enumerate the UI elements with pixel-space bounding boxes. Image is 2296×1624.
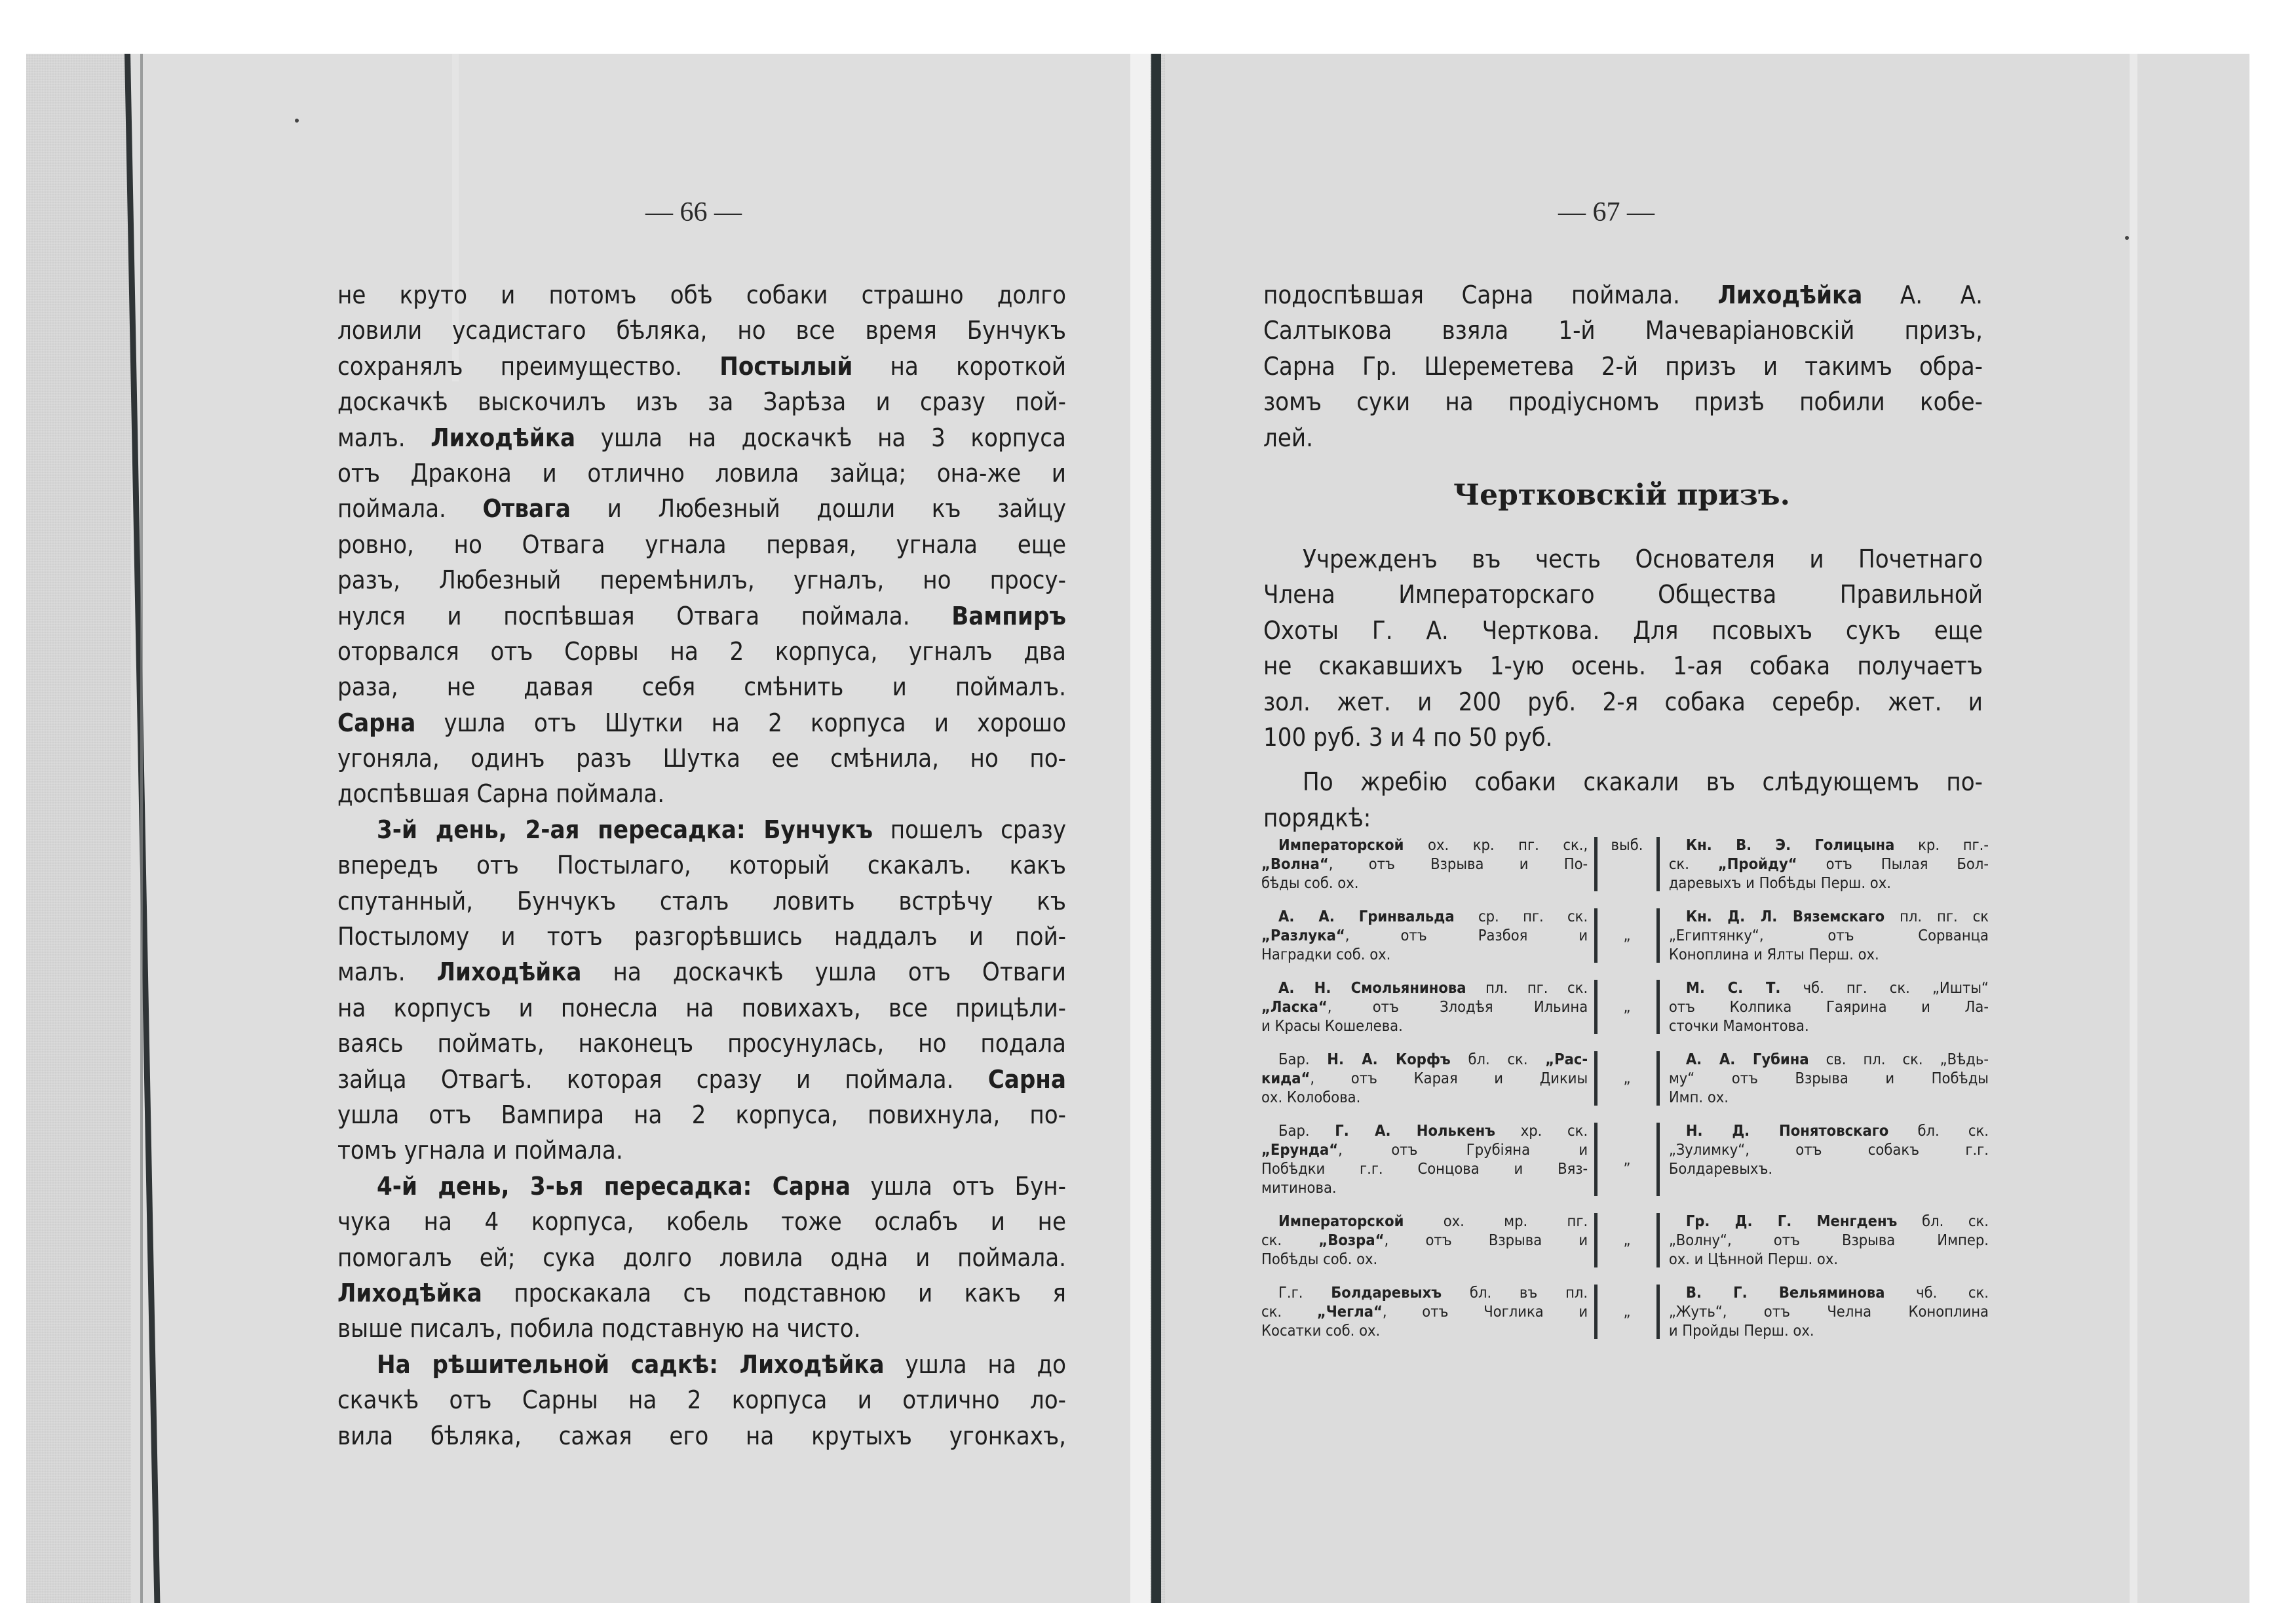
- left-entry: [1261, 1121, 1594, 1197]
- cell-line: и Красы Кошелева.: [1261, 1016, 1403, 1035]
- text-line: ловили усадистаго бѣляка, но все время Бунчукъ: [337, 316, 1066, 345]
- text-line: сохранялъ преимущество. Постылый на короткой: [337, 351, 1066, 381]
- cell-line: бѣды соб. ох.: [1261, 874, 1359, 892]
- column-divider: [1594, 908, 1598, 963]
- text-line: На рѣшительной садкѣ: Лиходѣйка ушла на до: [377, 1349, 1066, 1379]
- text-line: поймала. Отвага и Любезный дошли къ зайцу: [337, 494, 1067, 524]
- bold-name: Лиходѣйка: [430, 423, 576, 452]
- result-mark: выб.: [1611, 836, 1643, 854]
- cell-line: сточки Мамонтова.: [1668, 1016, 1809, 1035]
- text-line: доспѣвшая Сарна поймала.: [337, 779, 665, 809]
- left-entry: [1261, 1283, 1594, 1340]
- cell-line: „Волну“, отъ Взрыва Импер.: [1668, 1231, 1989, 1249]
- text-line: не круто и потомъ обѣ собаки страшно долго: [337, 280, 1066, 309]
- column-divider: [1656, 1213, 1660, 1267]
- cell-line: даревыхъ и Побѣды Перш. ох.: [1668, 874, 1891, 892]
- result-mark: „: [1623, 1302, 1631, 1321]
- cell-line: „Египтянку“, отъ Сорванца: [1668, 926, 1989, 944]
- cell-line: ск. „Пройду“ отъ Пылая Бол-: [1668, 855, 1989, 873]
- text-line: ваясь поймать, наконецъ просунулась, но подала: [337, 1029, 1066, 1058]
- text-line: малъ. Лиходѣйка ушла на доскачкѣ на 3 корпуса: [337, 423, 1066, 452]
- cell-line: му“ отъ Взрыва и Побѣды: [1668, 1069, 1989, 1087]
- bold-name: кида“: [1261, 1069, 1311, 1087]
- right-entry: [1660, 907, 1989, 964]
- cell-line: Бар. Н. А. Корфъ бл. ск. „Рас-: [1278, 1050, 1588, 1068]
- paper-fold-shadow: [2130, 54, 2137, 1603]
- text-line: отъ Дракона и отлично ловила зайца; она-же и: [337, 458, 1066, 488]
- text-line: ровно, но Отвага угнала первая, угнала еще: [337, 530, 1066, 559]
- bold-name: „Чегла“: [1316, 1302, 1383, 1321]
- table-row: [1261, 1121, 1989, 1197]
- bold-name: „Ерунда“: [1261, 1140, 1339, 1159]
- bold-name: А. А. Губина: [1685, 1050, 1809, 1068]
- bold-name: Гр. Д. Г. Менгденъ: [1685, 1212, 1898, 1230]
- bold-name: „Возра“: [1318, 1231, 1385, 1249]
- text-line: лей.: [1263, 423, 1313, 452]
- bold-name: Н. А. Корфъ: [1327, 1050, 1451, 1068]
- cell-line: Г.г. Болдаревыхъ бл. въ пл.: [1278, 1283, 1588, 1302]
- bold-name: А. А. Гринвальда: [1278, 907, 1455, 925]
- cell-line: кида“, отъ Карая и Дикиы: [1261, 1069, 1588, 1087]
- cell-line: „Ласка“, отъ Злодѣя Ильина: [1261, 997, 1588, 1016]
- result-cell: [1594, 836, 1660, 893]
- result-cell: [1594, 1050, 1660, 1107]
- bold-name: Сарна: [987, 1064, 1066, 1094]
- text-line: оторвался отъ Сорвы на 2 корпуса, угналъ два: [337, 636, 1066, 666]
- table-row: [1261, 907, 1989, 964]
- right-entry: [1660, 1283, 1989, 1340]
- cell-line: ск. „Возра“, отъ Взрыва и: [1261, 1231, 1588, 1249]
- bold-name: Кн. В. Э. Голицына: [1685, 836, 1895, 854]
- cell-line: и Пройды Перш. ох.: [1668, 1321, 1814, 1340]
- result-cell: [1594, 978, 1660, 1035]
- bold-name: А. Н. Смольянинова: [1278, 978, 1466, 997]
- table-row: [1261, 1212, 1989, 1269]
- bold-name: Вампиръ: [951, 601, 1066, 630]
- text-line: 100 руб. 3 и 4 по 50 руб.: [1263, 722, 1553, 752]
- bold-name: Кн. Д. Л. Вяземскаго: [1685, 907, 1885, 925]
- result-cell: [1594, 1121, 1660, 1197]
- cell-line: Императорской ох. кр. пг. ск.,: [1278, 836, 1588, 854]
- column-divider: [1594, 1123, 1598, 1196]
- text-line: зол. жет. и 200 руб. 2-я собака серебр. жет. и: [1263, 687, 1983, 716]
- column-divider: [1594, 1213, 1598, 1267]
- cell-line: Коноплина и Ялты Перш. ох.: [1668, 945, 1879, 963]
- text-line: выше писалъ, побила подставную на чисто.: [337, 1314, 861, 1344]
- scan-speck: [295, 119, 299, 123]
- bold-name: Лиходѣйка: [436, 957, 582, 987]
- text-line: По жребію собаки скакали въ слѣдующемъ по-: [1303, 767, 1983, 797]
- cell-line: ск. „Чегла“, отъ Чоглика и: [1261, 1302, 1588, 1321]
- table-row: [1261, 1283, 1989, 1340]
- scan-speck: [2125, 236, 2129, 240]
- text-line: зайца Отвагѣ. которая сразу и поймала. Сарна: [337, 1064, 1066, 1094]
- text-line: на корпусъ и понесла на повихахъ, все прицѣли-: [337, 993, 1066, 1022]
- column-divider: [1594, 1051, 1598, 1106]
- column-divider: [1656, 1123, 1660, 1196]
- bold-name: Отвага: [482, 494, 571, 524]
- gutter-highlight: [1130, 54, 1150, 1603]
- text-line: угоняла, одинъ разъ Шутка ее смѣнила, но по-: [337, 744, 1066, 773]
- cell-line: Наградки соб. ох.: [1261, 945, 1391, 963]
- text-line: подоспѣвшая Сарна поймала. Лиходѣйка А. А.: [1263, 280, 1983, 309]
- section-heading: Чертковскій призъ.: [1453, 478, 1790, 512]
- table-row: [1261, 836, 1989, 893]
- text-line: 3-й день, 2-ая пересадка: Бунчукъ пошелъ сразу: [377, 815, 1066, 844]
- bold-name: М. С. Т.: [1685, 978, 1781, 997]
- page-number-right: — 67 —: [1558, 197, 1655, 227]
- cell-line: ох. и Цѣнной Перш. ох.: [1668, 1250, 1839, 1268]
- cell-line: А. Н. Смольянинова пл. пг. ск.: [1278, 978, 1588, 997]
- page-number-left: — 66 —: [645, 197, 742, 227]
- left-entry: [1261, 1050, 1594, 1107]
- column-divider: [1656, 837, 1660, 891]
- bold-name: 3-й день, 2-ая пересадка: Бунчукъ: [377, 815, 873, 844]
- result-cell: [1594, 1283, 1660, 1340]
- right-page-intro-text: [1263, 277, 1983, 455]
- text-line: впередъ отъ Постылаго, который скакалъ. какъ: [337, 851, 1066, 880]
- bold-name: Сарна: [337, 708, 416, 737]
- column-divider: [1594, 980, 1598, 1034]
- cell-line: Кн. В. Э. Голицына кр. пг.-: [1685, 836, 1989, 854]
- bold-name: Императорской: [1278, 836, 1404, 854]
- text-line: Салтыкова взяла 1-й Мачеваріановскій призъ,: [1263, 316, 1983, 345]
- cell-line: Имп. ох.: [1668, 1088, 1729, 1106]
- bold-name: Болдаревыхъ: [1331, 1283, 1442, 1302]
- result-cell: [1594, 907, 1660, 964]
- cell-line: Императорской ох. мр. пг.: [1278, 1212, 1588, 1230]
- text-line: вила бѣляка, сажая его на крутыхъ угонкахъ,: [337, 1421, 1066, 1450]
- right-entry: [1660, 1121, 1989, 1197]
- left-entry: [1261, 978, 1594, 1035]
- text-line: раза, не давая себя смѣнить и поймалъ.: [337, 672, 1066, 702]
- bold-name: Императорской: [1278, 1212, 1404, 1230]
- text-line: помогалъ ей; сука долго ловила одна и поймала.: [337, 1243, 1066, 1272]
- cell-line: Болдаревыхъ.: [1668, 1159, 1773, 1178]
- bold-name: „Рас-: [1545, 1050, 1588, 1068]
- bold-name: В. Г. Вельяминова: [1685, 1283, 1885, 1302]
- result-mark: „: [1623, 1150, 1631, 1169]
- text-line: Сарна ушла отъ Шутки на 2 корпуса и хорошо: [337, 708, 1066, 737]
- bold-name: Постылый: [719, 351, 853, 381]
- cell-line: „Жуть“, отъ Челна Коноплина: [1668, 1302, 1989, 1321]
- right-entry: [1660, 978, 1989, 1035]
- cell-line: „Волна“, отъ Взрыва и По-: [1261, 855, 1588, 873]
- result-cell: [1594, 1212, 1660, 1269]
- text-line: спутанный, Бунчукъ сталъ ловить встрѣчу къ: [337, 886, 1066, 916]
- table-row: [1261, 1050, 1989, 1107]
- text-line: не скакавшихъ 1-ую осень. 1-ая собака получаетъ: [1263, 651, 1983, 681]
- bold-name: Лиходѣйка: [1717, 280, 1863, 309]
- column-divider: [1656, 1285, 1660, 1339]
- text-line: ушла отъ Вампира на 2 корпуса, повихнула, по-: [337, 1100, 1066, 1129]
- bold-name: Г. А. Нолькенъ: [1335, 1121, 1496, 1140]
- left-page-text: [337, 277, 1066, 1454]
- result-mark: „: [1623, 926, 1631, 944]
- text-line: малъ. Лиходѣйка на доскачкѣ ушла отъ Отваги: [337, 957, 1066, 987]
- text-line: Сарна Гр. Шереметева 2-й призъ и такимъ обра-: [1263, 351, 1983, 381]
- cell-line: отъ Колпика Гаярина и Ла-: [1668, 997, 1989, 1016]
- draw-order-table: [1261, 836, 1989, 1355]
- text-line: доскачкѣ выскочилъ изъ за Зарѣза и сразу пой-: [337, 387, 1066, 417]
- bold-name: Н. Д. Понятовскаго: [1685, 1121, 1889, 1140]
- text-line: Постылому и тотъ разгорѣвшись наддалъ и пой-: [337, 922, 1066, 952]
- right-entry: [1660, 1212, 1989, 1269]
- cell-line: митинова.: [1261, 1178, 1337, 1197]
- left-entry: [1261, 907, 1594, 964]
- cell-line: А. А. Гринвальда ср. пг. ск.: [1278, 907, 1588, 925]
- result-mark: „: [1623, 1069, 1631, 1087]
- result-mark: „: [1623, 1231, 1631, 1249]
- cell-line: Гр. Д. Г. Менгденъ бл. ск.: [1685, 1212, 1989, 1230]
- text-line: разъ, Любезный перемѣнилъ, угналъ, но просу-: [337, 566, 1066, 595]
- bold-name: „Разлука“: [1261, 926, 1345, 944]
- column-divider: [1594, 1285, 1598, 1339]
- column-divider: [1656, 980, 1660, 1034]
- cell-line: Н. Д. Понятовскаго бл. ск.: [1685, 1121, 1989, 1140]
- cell-line: Кн. Д. Л. Вяземскаго пл. пг. ск: [1685, 907, 1989, 925]
- cell-line: „Зулимку“, отъ собакъ г.г.: [1668, 1140, 1989, 1159]
- book-edge-shadow: [140, 54, 143, 1603]
- text-line: чука на 4 корпуса, кобель тоже ослабъ и не: [337, 1207, 1066, 1237]
- right-entry: [1660, 836, 1989, 893]
- cell-line: Бар. Г. А. Нолькенъ хр. ск.: [1278, 1121, 1588, 1140]
- cell-line: Побѣдки г.г. Сонцова и Вяз-: [1261, 1159, 1588, 1178]
- text-line: скачкѣ отъ Сарны на 2 корпуса и отлично ло-: [337, 1385, 1066, 1415]
- text-line: нулся и поспѣвшая Отвага поймала. Вампиръ: [337, 601, 1066, 630]
- cell-line: В. Г. Вельяминова чб. ск.: [1685, 1283, 1989, 1302]
- right-entry: [1660, 1050, 1989, 1107]
- cell-line: ох. Колобова.: [1261, 1088, 1361, 1106]
- left-entry: [1261, 836, 1594, 893]
- bold-name: Лиходѣйка: [337, 1278, 482, 1307]
- bold-name: „Волна“: [1261, 855, 1329, 873]
- text-line: Учрежденъ въ честь Основателя и Почетнаго: [1303, 545, 1983, 573]
- cell-line: М. С. Т. чб. пг. ск. „Ишты“: [1685, 978, 1989, 997]
- left-entry: [1261, 1212, 1594, 1269]
- text-line: Охоты Г. А. Черткова. Для псовыхъ сукъ еще: [1263, 615, 1983, 645]
- text-line: порядкѣ:: [1263, 803, 1371, 832]
- text-line: Члена Императорскаго Общества Правильной: [1263, 580, 1983, 609]
- cell-line: А. А. Губина св. пл. ск. „Вѣдь-: [1685, 1050, 1989, 1068]
- result-mark: „: [1623, 997, 1631, 1016]
- text-line: томъ угнала и поймала.: [337, 1136, 623, 1165]
- text-line: 4-й день, 3-ья пересадка: Сарна ушла отъ Бун-: [377, 1171, 1066, 1201]
- cell-line: „Ерунда“, отъ Грубіяна и: [1261, 1140, 1588, 1159]
- bold-name: „Ласка“: [1261, 997, 1328, 1016]
- bold-name: 4-й день, 3-ья пересадка: Сарна: [377, 1171, 851, 1201]
- cell-line: „Разлука“, отъ Разбоя и: [1261, 926, 1588, 944]
- column-divider: [1656, 908, 1660, 963]
- right-page-body-text: [1263, 541, 1983, 836]
- text-line: Лиходѣйка проскакала съ подставною и какъ я: [337, 1278, 1066, 1307]
- book-gutter: [1151, 54, 1161, 1603]
- text-line: зомъ суки на продіусномъ призѣ побили кобе-: [1263, 387, 1983, 417]
- cell-line: Побѣды соб. ох.: [1261, 1250, 1378, 1268]
- column-divider: [1594, 837, 1598, 891]
- column-divider: [1656, 1051, 1660, 1106]
- table-row: [1261, 978, 1989, 1035]
- bold-name: На рѣшительной садкѣ: Лиходѣйка: [377, 1349, 885, 1379]
- bold-name: „Пройду“: [1717, 855, 1797, 873]
- cell-line: Косатки соб. ох.: [1261, 1321, 1381, 1340]
